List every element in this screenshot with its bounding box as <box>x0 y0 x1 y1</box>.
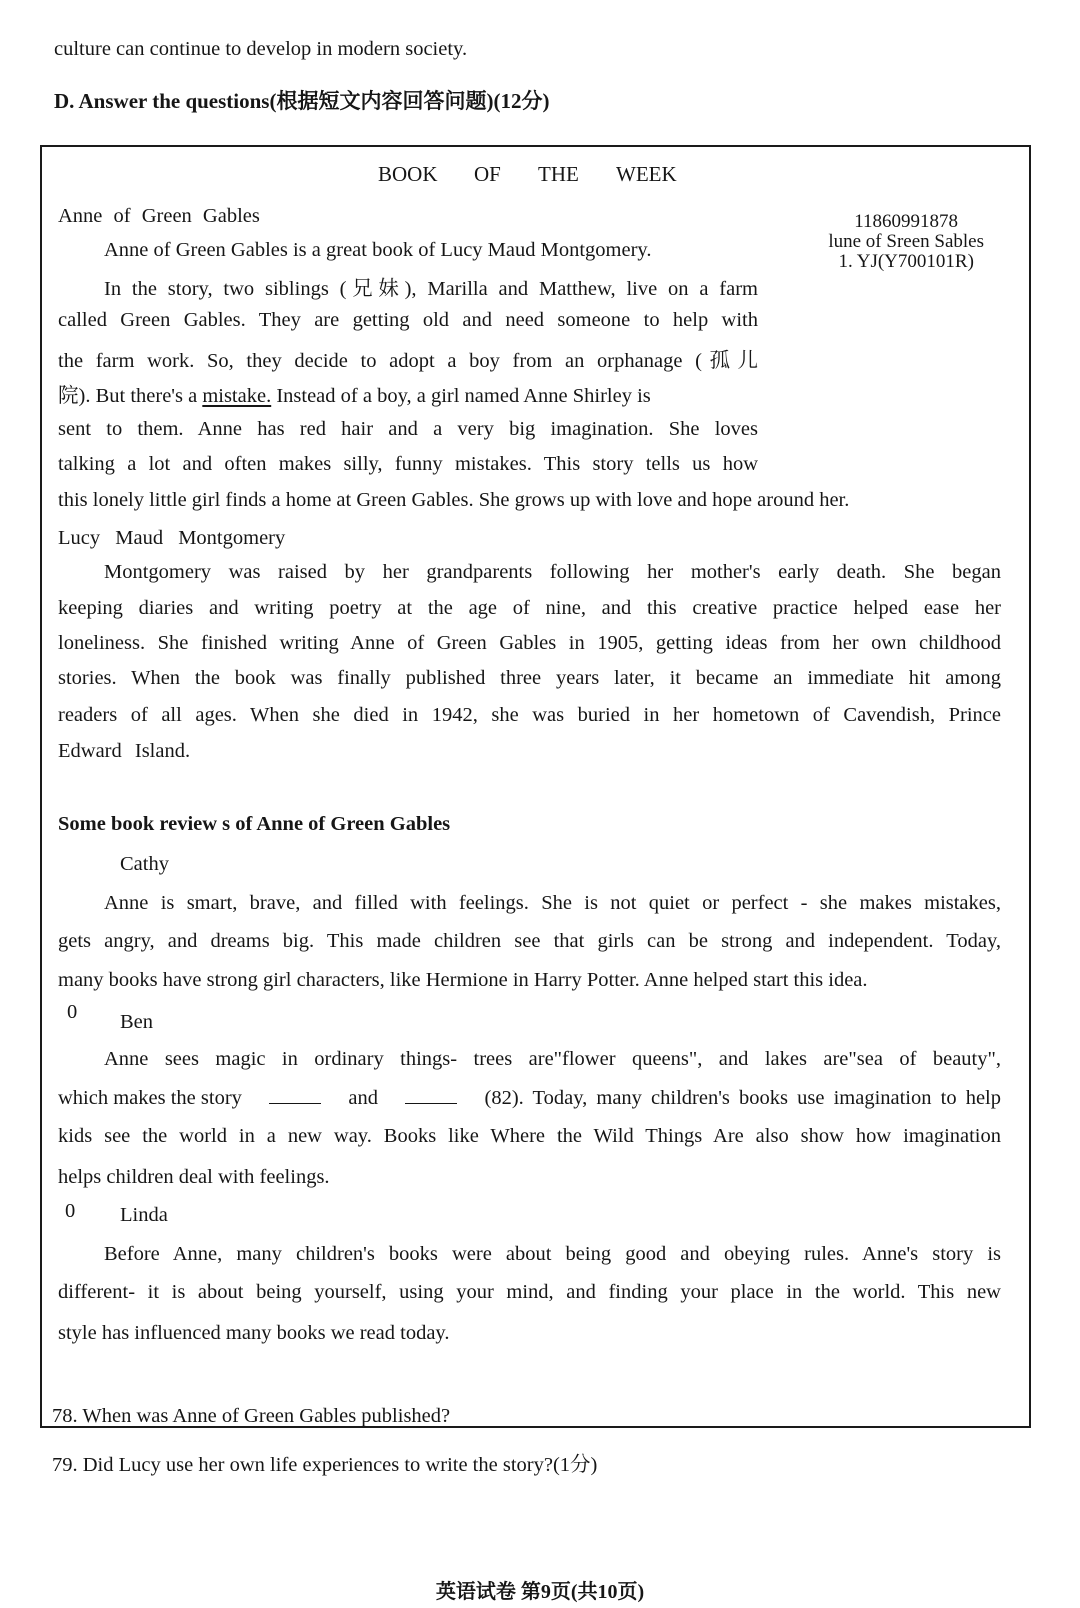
review-line: gets angry, and dreams big. This made children see that girls can be strong and independent. Today, <box>58 930 1001 952</box>
review-line: Anne is smart, brave, and filled with feelings. She is not quiet or perfect - she makes mistakes, <box>104 892 1001 914</box>
answer-blank[interactable] <box>269 1087 321 1104</box>
review-line: helps children deal with feelings. <box>58 1166 330 1188</box>
page-footer: 英语试卷 第9页(共10页) <box>435 1581 645 1603</box>
reviewer-name-cathy: Cathy <box>120 853 169 875</box>
review-line-part: which makes the story <box>58 1087 242 1109</box>
review-line: many books have strong girl characters, like Hermione in Harry Potter. Anne helped start this idea. <box>58 969 868 991</box>
stamp-line: lune of Sreen Sables <box>828 231 984 252</box>
book-line: called Green Gables. They are getting old and need someone to help with <box>58 309 758 331</box>
intro-line: culture can continue to develop in modern society. <box>54 38 468 60</box>
reviewer-mark: 0 <box>67 1001 78 1023</box>
review-line-part: and <box>348 1087 378 1109</box>
review-line: style has influenced many books we read today. <box>58 1322 450 1344</box>
book-heading: Anne of Green Gables <box>58 205 260 227</box>
question-79: 79. Did Lucy use her own life experiences to write the story?(1分) <box>52 1454 598 1476</box>
stamp-overlay <box>828 212 984 272</box>
reviewer-name-ben: Ben <box>120 1011 154 1033</box>
book-line-part: 院). But there's a <box>58 385 198 407</box>
book-line <box>58 378 651 408</box>
reading-box <box>40 145 1031 1428</box>
book-line: this lonely little girl finds a home at Green Gables. She grows up with love and hope around her. <box>58 489 850 511</box>
section-title: D. Answer the questions(根据短文内容回答问题)(12分) <box>54 89 550 113</box>
author-line: Montgomery was raised by her grandparents following her mother's early death. She began <box>104 561 1001 583</box>
underlined-word-mistake: mistake. <box>202 385 272 407</box>
book-line: the farm work. So, they decide to adopt a boy from an orphanage (孤儿 <box>58 350 758 372</box>
author-line: readers of all ages. When she died in 1942, she was buried in her hometown of Cavendish, Prince <box>58 704 1001 726</box>
stamp-line: 11860991878 <box>854 211 959 232</box>
reviews-heading: Some book review s of Anne of Green Gables <box>58 813 451 835</box>
review-line: kids see the world in a new way. Books like Where the Wild Things Are also show how imagination <box>58 1125 1001 1147</box>
review-line: Anne sees magic in ordinary things- trees are"flower queens", and lakes are"sea of beauty", <box>104 1048 1001 1070</box>
question-78: 78. When was Anne of Green Gables published? <box>52 1405 451 1427</box>
book-line: In the story, two siblings (兄妹), Marilla and Matthew, live on a farm <box>104 278 758 300</box>
author-line: loneliness. She finished writing Anne of Green Gables in 1905, getting ideas from her own childhood <box>58 632 1001 654</box>
author-line: Edward Island. <box>58 740 191 762</box>
banner-word: THE <box>538 162 579 186</box>
answer-blank[interactable] <box>405 1087 457 1104</box>
review-line-with-blanks <box>58 1087 1001 1110</box>
review-line: Before Anne, many children's books were about being good and obeying rules. Anne's story is <box>104 1243 1001 1265</box>
review-line: different- it is about being yourself, using your mind, and finding your place in the world. This new <box>58 1281 1001 1303</box>
book-line-part: Instead of a boy, a girl named Anne Shirley is <box>276 385 651 407</box>
author-line: keeping diaries and writing poetry at the age of nine, and this creative practice helped ease her <box>58 597 1001 619</box>
reviewer-mark: 0 <box>65 1200 76 1222</box>
stamp-line: 1. YJ(Y700101R) <box>838 251 974 272</box>
banner-word: BOOK <box>378 162 438 186</box>
author-line: stories. When the book was finally published three years later, it became an immediate hit among <box>58 667 1001 689</box>
book-line: sent to them. Anne has red hair and a very big imagination. She loves <box>58 418 758 440</box>
author-heading: Lucy Maud Montgomery <box>58 527 286 549</box>
banner-word: WEEK <box>616 162 677 186</box>
review-line-part: (82). Today, many children's books use imagination to help <box>484 1087 1001 1109</box>
reviewer-name-linda: Linda <box>120 1204 168 1226</box>
book-line: Anne of Green Gables is a great book of Lucy Maud Montgomery. <box>104 239 652 261</box>
banner-word: OF <box>474 162 501 186</box>
book-line: talking a lot and often makes silly, funny mistakes. This story tells us how <box>58 453 758 475</box>
